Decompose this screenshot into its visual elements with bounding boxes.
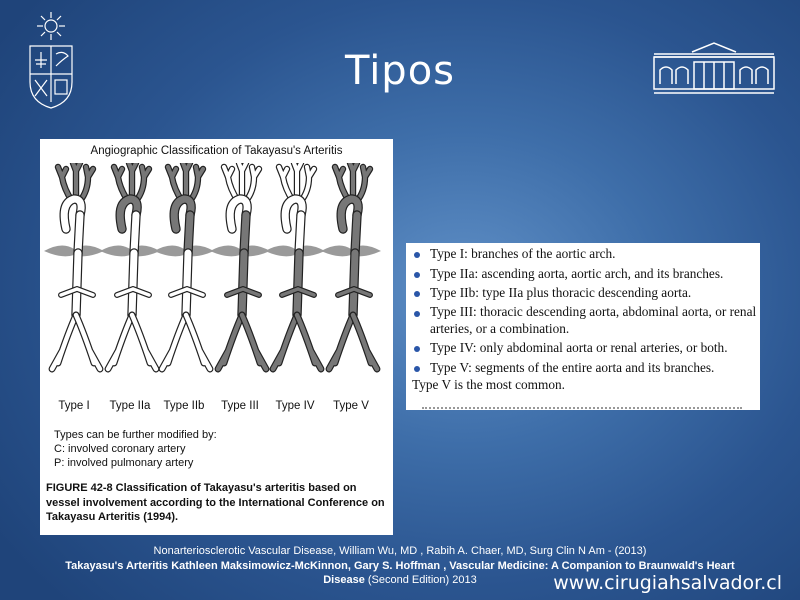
aorta-segment [76, 315, 100, 369]
aorta-segment [132, 253, 134, 315]
website-url: www.cirugiahsalvador.cl [553, 572, 782, 594]
angiographic-figure [40, 139, 393, 535]
aorta-segment [297, 315, 321, 369]
aorta-segment [273, 315, 297, 369]
classification-list-box [406, 243, 760, 410]
aorta-segment [132, 315, 156, 369]
aorta-segment [76, 253, 78, 315]
aorta-segment [186, 315, 210, 369]
figure-modifier-note [54, 428, 217, 470]
reference-line-2: Takayasu's Arteritis Kathleen Maksimowicz-McKinnon, Gary S. Hoffman , Vascular Medicine: A Companion to Braunwald's Heart [65, 559, 735, 572]
figure-title: Angiographic Classification of Takayasu's Arteritis [90, 145, 343, 157]
aorta-segment [297, 253, 299, 315]
cutoff-text-line [422, 407, 742, 410]
aorta-segment [242, 253, 244, 315]
reference-disease-word: Disease [323, 574, 365, 586]
aorta-segment [355, 215, 357, 253]
modifier-note-line: C: involved coronary artery [54, 443, 186, 455]
aorta-segment [244, 215, 246, 253]
reference-edition: (Second Edition) 2013 [364, 574, 477, 586]
aorta-segment [78, 215, 80, 253]
type-label: Type III [221, 400, 259, 412]
classification-item: Type IV: only abdominal aorta or renal arteries, or both. [428, 338, 760, 358]
type-label: Type IIa [109, 400, 151, 412]
classification-item: Type IIb: type IIa plus thoracic descending aorta. [428, 283, 760, 303]
aorta-segment [218, 315, 242, 369]
aorta-segment [188, 215, 190, 253]
aorta-segment [299, 215, 301, 253]
aorta-segment [134, 215, 136, 253]
slide-title: Tipos [344, 48, 456, 94]
aorta-segment [353, 315, 377, 369]
aorta-segment [353, 253, 355, 315]
figure-caption: FIGURE 42-8 Classification of Takayasu's arteritis based on vessel involvement according to the International Conference on Takayasu Arteritis (1994). [46, 482, 385, 523]
hospital-building-logo [652, 40, 776, 96]
aorta-segment [108, 315, 132, 369]
aorta-segment [186, 253, 188, 315]
classification-item: Type I: branches of the aortic arch. [428, 244, 760, 264]
classification-list [406, 243, 760, 377]
aorta-segment [162, 315, 186, 369]
aorta-illustrations [40, 163, 393, 399]
classification-item: Type IIa: ascending aorta, aortic arch, and its branches. [428, 264, 760, 284]
modifier-note-line: Types can be further modified by: [54, 429, 217, 441]
reference-line-1: Nonarteriosclerotic Vascular Disease, William Wu, MD , Rabih A. Chaer, MD, Surg Clin N Am - (2013) [153, 545, 647, 557]
most-common-note: Type V is the most common. [412, 377, 565, 393]
classification-item: Type III: thoracic descending aorta, abdominal aorta, or renal arteries, or a combination. [428, 303, 760, 339]
classification-item: Type V: segments of the entire aorta and its branches. [428, 358, 760, 378]
type-label: Type I [58, 400, 90, 412]
aorta-segment [242, 315, 266, 369]
modifier-note-line: P: involved pulmonary artery [54, 457, 194, 469]
type-labels-row [40, 400, 393, 416]
type-label: Type IV [275, 400, 315, 412]
type-label: Type IIb [163, 400, 205, 412]
aorta-segment [52, 315, 76, 369]
type-label: Type V [333, 400, 369, 412]
aorta-segment [329, 315, 353, 369]
